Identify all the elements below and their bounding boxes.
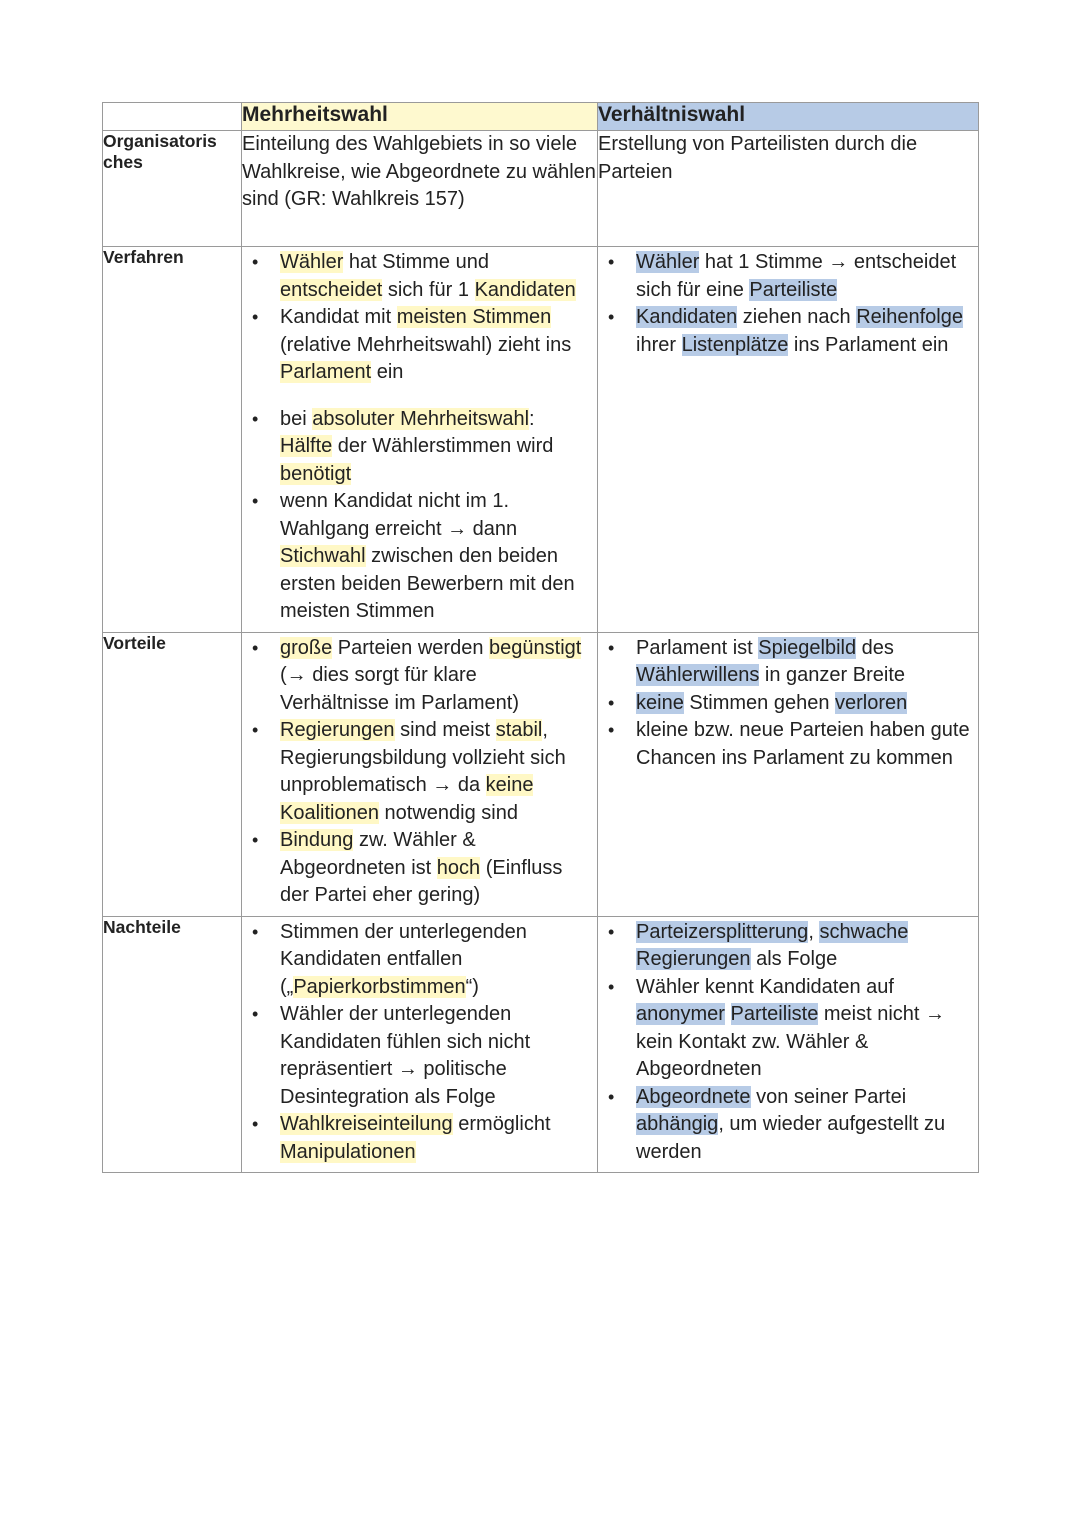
highlighted-term: Koalitionen [280, 801, 379, 824]
cell-majority-list [242, 632, 598, 916]
highlighted-term: Kandidaten [636, 306, 738, 328]
highlighted-term: Regierungen [280, 719, 395, 741]
highlighted-term: abhängig [636, 1113, 719, 1135]
bullet-item: • Bindung zw. Wähler & Abgeordneten ist hoch (Einfluss der Partei eher gering) [248, 827, 591, 910]
highlighted-term: absoluter Mehrheitswahl [312, 407, 530, 430]
cell-proportional-list [598, 916, 979, 1173]
highlighted-term: meisten Stimmen [396, 306, 552, 328]
highlighted-term: Bindung [280, 829, 354, 851]
bullet-item: • keine Stimmen gehen verloren [604, 690, 972, 718]
highlighted-term: benötigt [280, 462, 352, 485]
bullet-item: • Kandidaten ziehen nach Reihenfolge ihrer Listenplätze ins Parlament ein [604, 304, 972, 359]
cell-majority-list [242, 916, 598, 1173]
highlighted-term: schwache [819, 920, 909, 943]
highlighted-term: stabil [495, 719, 543, 741]
highlighted-term: anonymer [636, 1003, 725, 1025]
highlighted-term: Wahlkreiseinteilung [280, 1113, 453, 1135]
highlighted-term: Wähler [636, 251, 700, 273]
cell-proportional-list [598, 247, 979, 633]
corner-cell [103, 103, 242, 131]
cell-majority-text: Einteilung des Wahlgebiets in so viele Wahlkreise, wie Abgeordnete zu wählen sind (GR: Wahlkreis 157) [242, 131, 598, 247]
bullet-item: • wenn Kandidat nicht im 1. Wahlgang erreicht → dann Stichwahl zwischen den beiden ersten beiden Bewerbern mit den meisten Stimmen [248, 488, 591, 626]
row-label: Vorteile [103, 632, 242, 916]
highlighted-term: Stichwahl [280, 545, 366, 567]
bullet-item: • Parteizersplitterung, schwache Regierungen als Folge [604, 919, 972, 974]
highlighted-term: Wählerwillens [636, 664, 760, 686]
bullet-item: • Regierungen sind meist stabil, Regierungsbildung vollzieht sich unproblematisch → da keine Koalitionen notwendig sind [248, 717, 591, 827]
bullet-item: • Wähler der unterlegenden Kandidaten fühlen sich nicht repräsentiert → politische Desintegration als Folge [248, 1001, 591, 1111]
cell-proportional-list [598, 632, 979, 916]
row-organisatorisches [103, 131, 979, 247]
highlighted-term: Parteiliste [749, 278, 838, 301]
bullet-item: • Wähler hat 1 Stimme → entscheidet sich für eine Parteiliste [604, 249, 972, 304]
highlighted-term: keine [485, 774, 534, 796]
highlighted-term: Listenplätze [681, 333, 789, 356]
header-mehrheitswahl: Mehrheitswahl [242, 103, 598, 131]
highlighted-term: begünstigt [489, 636, 582, 659]
highlighted-term: Spiegelbild [758, 636, 857, 659]
bullet-item: • bei absoluter Mehrheitswahl: Hälfte der Wählerstimmen wird benötigt [248, 406, 591, 489]
header-row [103, 103, 979, 131]
highlighted-term: Reihenfolge [856, 306, 963, 328]
bullet-item: • Parlament ist Spiegelbild des Wählerwillens in ganzer Breite [604, 635, 972, 690]
highlighted-term: Papierkorbstimmen [293, 975, 466, 998]
bullet-item: • Kandidat mit meisten Stimmen (relative Mehrheitswahl) zieht ins Parlament ein [248, 304, 591, 387]
highlighted-term: Abgeordnete [636, 1085, 751, 1108]
comparison-table [102, 102, 979, 1173]
row-nachteile [103, 916, 979, 1173]
highlighted-term: Manipulationen [280, 1140, 416, 1163]
highlighted-term: Parteiliste [730, 1003, 819, 1025]
row-label: Verfahren [103, 247, 242, 633]
row-label: Nachteile [103, 916, 242, 1173]
highlighted-term: Regierungen [636, 948, 751, 970]
highlighted-term: keine [636, 691, 684, 714]
row-vorteile [103, 632, 979, 916]
row-label: Organisatoris ches [103, 131, 242, 247]
highlighted-term: verloren [835, 691, 908, 714]
bullet-item: • Abgeordnete von seiner Partei abhängig, um wieder aufgestellt zu werden [604, 1084, 972, 1167]
header-verhaeltniswahl: Verhältniswahl [598, 103, 979, 131]
highlighted-term: Hälfte [280, 435, 333, 457]
bullet-item: • Wähler hat Stimme und entscheidet sich für 1 Kandidaten [248, 249, 591, 304]
highlighted-term: Wähler [280, 251, 344, 273]
highlighted-term: Parlament [280, 361, 372, 383]
bullet-item: • kleine bzw. neue Parteien haben gute Chancen ins Parlament zu kommen [604, 717, 972, 772]
bullet-item: • Wähler kennt Kandidaten auf anonymer Parteiliste meist nicht → kein Kontakt zw. Wähler & Abgeordneten [604, 974, 972, 1084]
bullet-item: • Wahlkreiseinteilung ermöglicht Manipulationen [248, 1111, 591, 1166]
highlighted-term: große [280, 636, 333, 659]
bullet-item: • Stimmen der unterlegenden Kandidaten entfallen („Papierkorbstimmen“) [248, 919, 591, 1002]
highlighted-term: Kandidaten [474, 278, 576, 301]
highlighted-term: Parteizersplitterung [636, 920, 809, 943]
row-verfahren [103, 247, 979, 633]
bullet-item: • große Parteien werden begünstigt (→ dies sorgt für klare Verhältnisse im Parlament) [248, 635, 591, 718]
cell-majority-list [242, 247, 598, 633]
highlighted-term: hoch [436, 856, 481, 879]
highlighted-term: entscheidet [280, 278, 383, 301]
cell-proportional-text: Erstellung von Parteilisten durch die Parteien [598, 131, 979, 247]
